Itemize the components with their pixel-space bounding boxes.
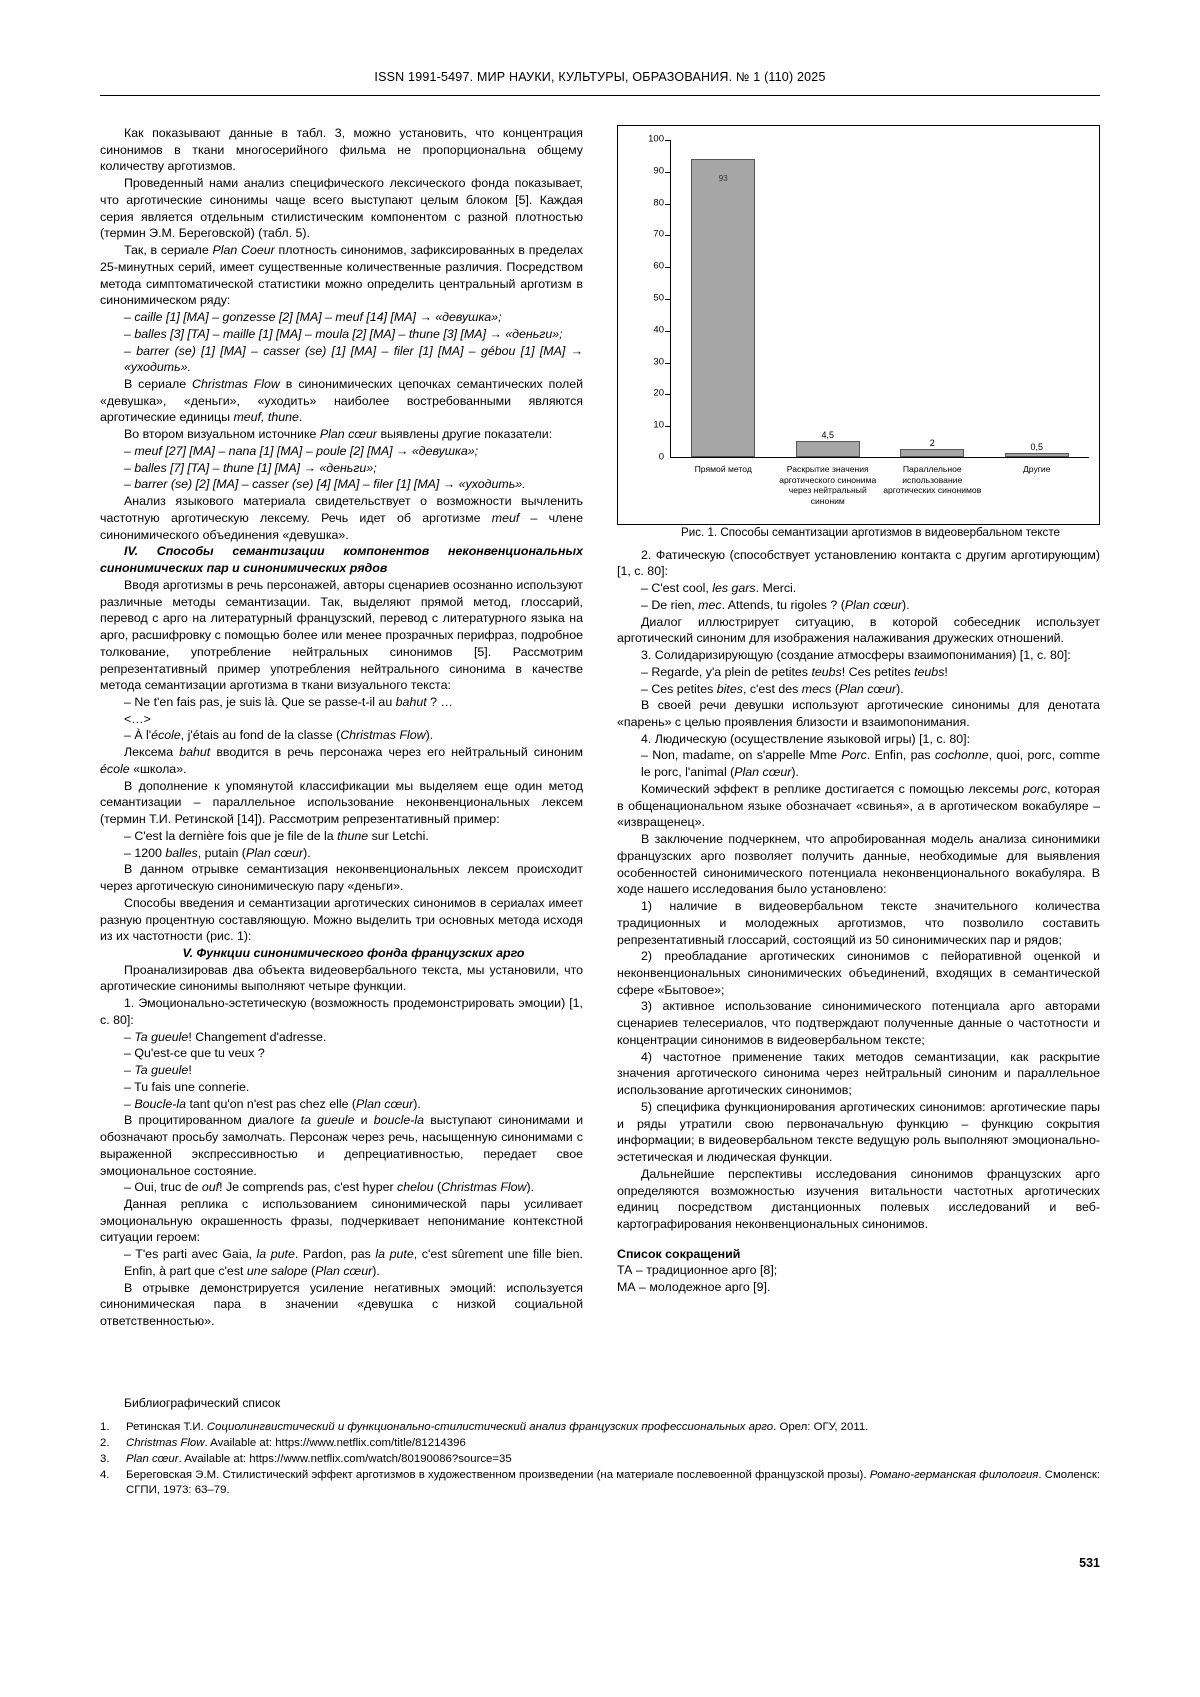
- paragraph: В сериале Christmas Flow в синонимических цепочках семантических полей «девушка», «деньги», «уходить» наиболее востребованными являются арготические единицы meuf, thune.: [100, 377, 584, 425]
- two-column-body: [100, 125, 1100, 1330]
- bar-value-label: 2: [929, 437, 935, 448]
- bibliography-text: Береговская Э.М. Стилистический эффект арготизмов в художественном произведении (на материале послевоенной французской прозы). Романо-германская филология. Смоленск: СГПИ, 1973: 63–79.: [126, 1469, 1101, 1497]
- bibliography-item: [100, 1452, 1100, 1467]
- paragraph: Диалог иллюстрирует ситуацию, в которой собеседник использует арготический синоним для изображения налаживания дружеских отношений.: [617, 614, 1100, 646]
- list-item: – caille [1] [MA] – gonzesse [2] [MA] – meuf [14] [MA] → «девушка»;: [124, 310, 502, 325]
- bibliography-item: [100, 1468, 1100, 1498]
- list-item: – balles [3] [TA] – maille [1] [MA] – moula [2] [MA] – thune [3] [MA] → «деньги»;: [124, 326, 563, 341]
- x-tick-label: Параллельное использование арготических синонимов: [883, 464, 982, 496]
- bibliography-text: Ретинская Т.И. Социолингвистический и функционально-стилистический анализ французских профессиональных арго. Орел: ОГУ, 2011.: [126, 1421, 869, 1434]
- x-axis-labels: [671, 460, 1089, 520]
- term-italic: mec: [698, 597, 722, 612]
- paragraph: В данном отрывке семантизация неконвенциональных лексем происходит через арготическую синонимическую пару «деньги».: [100, 862, 583, 894]
- quote-line: – T'es parti avec Gaia, la pute. Pardon, pas la pute, c'est sûrement une fille bien. Enfin, à part que c'est une salope (Plan cœur).: [124, 1247, 583, 1278]
- term-italic: les gars: [712, 581, 756, 596]
- title-italic: Plan cœur: [356, 1096, 414, 1111]
- paragraph: Данная реплика с использованием синонимической пары усиливает эмоциональную окрашенность фразы, подчеркивает непонимание контекстной ситуации героем:: [100, 1197, 583, 1245]
- term-italic: cochonne: [934, 748, 989, 763]
- abbreviations-heading: Список сокращений: [617, 1246, 741, 1261]
- y-tick-label: 20: [653, 387, 664, 399]
- bar-value-label: 0,5: [1030, 442, 1043, 453]
- paragraph: Вводя арготизмы в речь персонажей, авторы сценариев осознанно используют различные методы семантизации. Так, выделяют прямой метод, глоссарий, перевод с арго на литературный французский, перевод с литературного языка на арго, расшифровку с помощью более или менее прозрачных перифраз, подробное толкование, употребление нейтральных синонимов [5]. Рассмотрим репрезентативный пример употребления нейтрального синонима в качестве метода семантизации арготизма в ткани визуального текста:: [100, 577, 583, 693]
- bibliography-heading: Библиографический список: [124, 1396, 281, 1410]
- term-italic: une salope: [246, 1263, 308, 1278]
- quote-line: – Regarde, y'a plein de petites teubs! Ces petites teubs!: [641, 664, 948, 679]
- bibliography-item: [100, 1436, 1100, 1451]
- paragraph: 5) специфика функционирования арготических синонимов: арготические пары и ряды утратили свою первоначальную функцию – функцию сокрытия информации; в видеовербальном тексте ведущую роль выполняют эмоционально-эстетическая и людическая функции.: [617, 1099, 1100, 1165]
- paragraph: 2. Фатическую (способствует установлению контакта с другим арготирующим) [1, с. 80]:: [617, 547, 1100, 579]
- y-tick-label: 60: [653, 260, 664, 272]
- term-italic: meuf: [491, 510, 520, 525]
- bar-cell: [776, 140, 881, 457]
- quote-line: – C'est la dernière fois que je file de la thune sur Letchi.: [124, 828, 429, 843]
- bar: [796, 429, 860, 457]
- title-italic: Plan cœur: [319, 427, 377, 442]
- term-italic: école: [100, 761, 130, 776]
- quote-line: – Ta gueule!: [124, 1063, 192, 1078]
- section-heading-5: V. Функции синонимического фонда французских арго: [182, 945, 525, 960]
- y-tick-label: 30: [653, 356, 664, 368]
- y-tick-label: 80: [653, 197, 664, 209]
- quote-line: – Boucle-la tant qu'on n'est pas chez elle (Plan cœur).: [124, 1096, 421, 1111]
- bibliography: [100, 1395, 1100, 1499]
- quote-line: – Non, madame, on s'appelle Mme Porc. Enfin, pas cochonne, quoi, porc, comme le porc, l'animal (Plan cœur).: [641, 748, 1100, 780]
- bibliography-text: Plan cœur. Available at: https://www.netflix.com/watch/80190086?source=35: [126, 1453, 512, 1466]
- term-italic: – Boucle-la: [124, 1096, 186, 1111]
- quote-line: – Ces petites bites, c'est des mecs (Plan cœur).: [641, 681, 904, 696]
- quote-line: – C'est cool, les gars. Merci.: [641, 581, 797, 596]
- paragraph: Комический эффект в реплике достигается с помощью лексемы porc, которая в общенациональном языке обозначает «свинья», а в арготическом вокабуляре – «извращенец».: [617, 781, 1100, 830]
- paragraph: Так, в сериале Plan Coeur плотность синонимов, зафиксированных в пределах 25-минутных серий, имеет существенные количественные различия. Посредством метода симптоматической статистики можно определить центральный арготизм в синонимическом ряду:: [100, 243, 583, 308]
- left-column: [100, 125, 583, 1330]
- paragraph: 4. Людическую (осуществление языковой игры) [1, с. 80]:: [641, 731, 971, 746]
- paragraph: 1) наличие в видеовербальном тексте значительного количества традиционных и молодежных арготизмов, что позволило составить репрезентативный глоссарий, состоящий из 50 синонимических пар и рядов;: [617, 899, 1100, 947]
- bar-series: [671, 140, 1089, 457]
- abbreviation-item: МА – молодежное арго [9].: [617, 1280, 771, 1295]
- y-tick-label: 10: [653, 419, 664, 431]
- paragraph: 3) активное использование синонимического потенциала арго авторами сценариев телесериалов, что подтверждают полученные данные о частотности и концентрации синонимов в видеовербальном тексте;: [617, 999, 1100, 1047]
- paragraph: В отрывке демонстрируется усиление негативных эмоций: используется синонимическая пара в значении «девушка с низкой социальной ответственностью».: [100, 1280, 583, 1329]
- term-italic: la pute: [375, 1247, 414, 1262]
- y-tick-mark: [665, 172, 670, 173]
- quote-line: – 1200 balles, putain (Plan cœur).: [124, 845, 311, 860]
- y-tick-mark: [665, 140, 670, 141]
- quote-line: – Ne t'en fais pas, je suis là. Que se passe-t-il au bahut ? …: [124, 694, 453, 709]
- title-italic: Christmas Flow: [340, 728, 426, 743]
- term-italic: mecs: [801, 681, 832, 696]
- paragraph: 1. Эмоционально-эстетическую (возможность продемонстрировать эмоции) [1, с. 80]:: [100, 996, 583, 1027]
- bibliography-number: 3.: [100, 1453, 110, 1466]
- paragraph: Проанализировав два объекта видеовербального текста, мы установили, что арготические синонимы выполняют четыре функции.: [100, 962, 583, 994]
- bar-cell: [671, 140, 776, 457]
- y-tick-label: 100: [648, 133, 664, 145]
- paragraph: Способы введения и семантизации арготических синонимов в сериалах имеет разную процентную составляющую. Можно выделить три основных метода исходя из их частотности (рис. 1):: [100, 895, 583, 944]
- quote-line: – Ta gueule! Changement d'adresse.: [124, 1029, 327, 1044]
- list-item: – barrer (se) [1] [MA] – casser (se) [1] [MA] – filer [1] [MA] – gébou [1] [MA] → «уходить».: [124, 343, 583, 375]
- y-tick-mark: [665, 394, 670, 395]
- bar-chart: [617, 125, 1100, 525]
- term-italic: chelou: [397, 1180, 434, 1195]
- term-italic: ta gueule: [300, 1113, 355, 1128]
- list-item: – barrer (se) [2] [MA] – casser (se) [4] [MA] – filer [1] [MA] → «уходить».: [124, 477, 526, 492]
- term-italic: thune: [337, 828, 369, 843]
- section-heading-4: IV. Способы семантизации компонентов неконвенциональных синонимических пар и синонимических рядов: [100, 544, 583, 576]
- paragraph: В дополнение к упомянутой классификации мы выделяем еще один метод семантизации – параллельное использование неконвенциональных лексем (термин Т.И. Ретинской [14]). Рассмотрим репрезентативный пример:: [100, 778, 583, 827]
- source-italic: Социолингвистический и функционально-стилистический анализ французских профессиональных арго: [206, 1421, 774, 1434]
- title-italic: Christmas Flow: [441, 1180, 527, 1195]
- title-italic: Plan Coeur: [212, 243, 275, 258]
- term-italic: Porc: [841, 748, 867, 763]
- term-italic: ouf: [201, 1180, 220, 1195]
- title-italic: Plan cœur: [844, 597, 903, 612]
- title-italic: Christmas Flow: [192, 377, 280, 392]
- title-italic: Plan cœur: [315, 1263, 373, 1278]
- bar-cell: [985, 140, 1090, 457]
- term-italic: bahut: [395, 694, 427, 709]
- title-italic: Plan cœur: [245, 845, 304, 860]
- bibliography-number: 4.: [100, 1469, 110, 1482]
- y-tick-mark: [665, 204, 670, 205]
- quote-line: – Oui, truc de ouf! Je comprends pas, c'est hyper chelou (Christmas Flow).: [124, 1180, 535, 1195]
- right-column: [617, 125, 1100, 1330]
- source-italic: Романо-германская филология: [869, 1469, 1039, 1482]
- bibliography-item: [100, 1420, 1100, 1435]
- paragraph: В процитированном диалоге ta gueule и boucle-la выступают синонимами и обозначают просьбу замолчать. Персонаж через речь, насыщенную синонимами с выраженной экспрессивностью и депрециативностью, передает свое эмоциональное состояние.: [100, 1113, 583, 1178]
- term-italic: balles: [165, 845, 198, 860]
- term-italic: bites: [716, 681, 743, 696]
- y-tick-label: 70: [653, 228, 664, 240]
- x-axis: [670, 457, 1089, 458]
- paragraph: В своей речи девушки используют арготические синонимы для денотата «парень» с целью проявления близости и взаимопонимания.: [617, 698, 1100, 729]
- term-italic: école: [151, 728, 181, 743]
- term-italic: boucle-la: [373, 1113, 425, 1128]
- term-italic: teubs: [811, 664, 842, 679]
- paragraph: Анализ языкового материала свидетельствует о возможности вычленить частотную арготическую лексему. Речь идет об арготизме meuf – члене синонимического объединения «девушка».: [100, 494, 583, 542]
- quote-line: – Tu fais une connerie.: [124, 1079, 250, 1094]
- header-divider: [100, 95, 1100, 96]
- title-italic: Plan cœur: [734, 765, 792, 780]
- running-header: ISSN 1991-5497. МИР НАУКИ, КУЛЬТУРЫ, ОБРАЗОВАНИЯ. № 1 (110) 2025: [374, 70, 826, 84]
- paragraph: Дальнейшие перспективы исследования синонимов французских арго определяются возможностью изучения витальности частотных арготических единиц посредством дистанционных полевых исследований и веб-картографирования неконвенциональных синонимов.: [617, 1166, 1100, 1232]
- paragraph: Как показывают данные в табл. 3, можно установить, что концентрация синонимов в ткани многосерийного фильма не пропорциональна общему количеству арготизмов.: [100, 126, 583, 174]
- term-italic: la pute: [256, 1247, 295, 1262]
- bibliography-text: Christmas Flow. Available at: https://www.netflix.com/title/81214396: [126, 1437, 466, 1450]
- bar: [900, 437, 964, 457]
- quote-ellipsis: <…>: [124, 711, 151, 726]
- bar: [691, 159, 755, 457]
- paragraph: 3. Солидаризирующую (создание атмосферы взаимопонимания) [1, с. 80]:: [641, 648, 1071, 663]
- y-tick-mark: [665, 331, 670, 332]
- term-italic: bahut: [179, 745, 211, 760]
- paragraph: Лексема bahut вводится в речь персонажа через его нейтральный синоним école «школа».: [100, 745, 583, 776]
- bar: [1005, 442, 1069, 457]
- bar-value-label: 4,5: [821, 429, 834, 440]
- term-italic: – Ta gueule: [124, 1029, 189, 1044]
- paragraph: В заключение подчеркнем, что апробированная модель анализа синонимики французских арго позволяет получить данные, необходимые для выявления особенностей синонимического потенциала неконвенционального вокабуляра. В ходе нашего исследования было установлено:: [617, 832, 1100, 897]
- y-tick-label: 50: [653, 292, 664, 304]
- x-tick-label: Другие: [1022, 464, 1051, 474]
- term-italic: porc: [1022, 781, 1048, 796]
- abbreviation-item: ТА – традиционное арго [8];: [617, 1263, 778, 1278]
- figure-1: [617, 125, 1100, 541]
- y-tick-mark: [665, 426, 670, 427]
- y-tick-label: 0: [658, 451, 664, 463]
- term-italic: meuf, thune: [233, 410, 299, 425]
- figure-caption: Рис. 1. Способы семантизации арготизмов в видеовербальном тексте: [681, 526, 1060, 539]
- quote-line: – Qu'est-ce que tu veux ?: [124, 1046, 265, 1061]
- bar-value-label: 93: [718, 174, 728, 184]
- term-italic: teubs: [914, 664, 945, 679]
- y-tick-label: 90: [653, 165, 664, 177]
- y-tick-mark: [665, 299, 670, 300]
- title-italic: Plan cœur: [838, 681, 897, 696]
- y-tick-label: 40: [653, 324, 664, 336]
- y-tick-mark: [665, 267, 670, 268]
- term-italic: – Ta gueule: [124, 1063, 189, 1078]
- source-italic: Plan cœur: [126, 1453, 179, 1466]
- paragraph: Во втором визуальном источнике Plan cœur выявлены другие показатели:: [124, 427, 553, 442]
- bibliography-number: 1.: [100, 1421, 110, 1434]
- page-number: 531: [1079, 1556, 1100, 1570]
- bar-cell: [880, 140, 985, 457]
- x-tick-label: Прямой метод: [694, 464, 752, 474]
- y-tick-mark: [665, 235, 670, 236]
- quote-line: – De rien, mec. Attends, tu rigoles ? (Plan cœur).: [641, 597, 910, 612]
- source-italic: Christmas Flow: [126, 1437, 205, 1450]
- list-item: – meuf [27] [MA] – nana [1] [MA] – poule [2] [MA] → «девушка»;: [124, 443, 479, 458]
- paragraph: 4) частотное применение таких методов семантизации, как раскрытие значения арготического синонима через нейтральный синоним и параллельное использование арготических синонимов;: [617, 1049, 1100, 1098]
- y-tick-mark: [665, 363, 670, 364]
- x-tick-label: Раскрытие значения арготического синонима через нейтральный синоним: [779, 464, 877, 507]
- paragraph: 2) преобладание арготических синонимов с пейоративной оценкой и неконвенциональных синонимических объединений, входящих в семантической сфере «Бытовое»;: [617, 949, 1100, 997]
- bibliography-number: 2.: [100, 1437, 110, 1450]
- quote-line: – À l'école, j'étais au fond de la classe (Christmas Flow).: [124, 728, 434, 743]
- paragraph: Проведенный нами анализ специфического лексического фонда показывает, что арготические синонимы чаще всего выступают целым блоком [5]. Каждая серия является отдельным стилистическим компонентом с разной плотностью (термин Э.М. Береговской) (табл. 5).: [100, 176, 583, 241]
- list-item: – balles [7] [TA] – thune [1] [MA] → «деньги»;: [124, 460, 377, 475]
